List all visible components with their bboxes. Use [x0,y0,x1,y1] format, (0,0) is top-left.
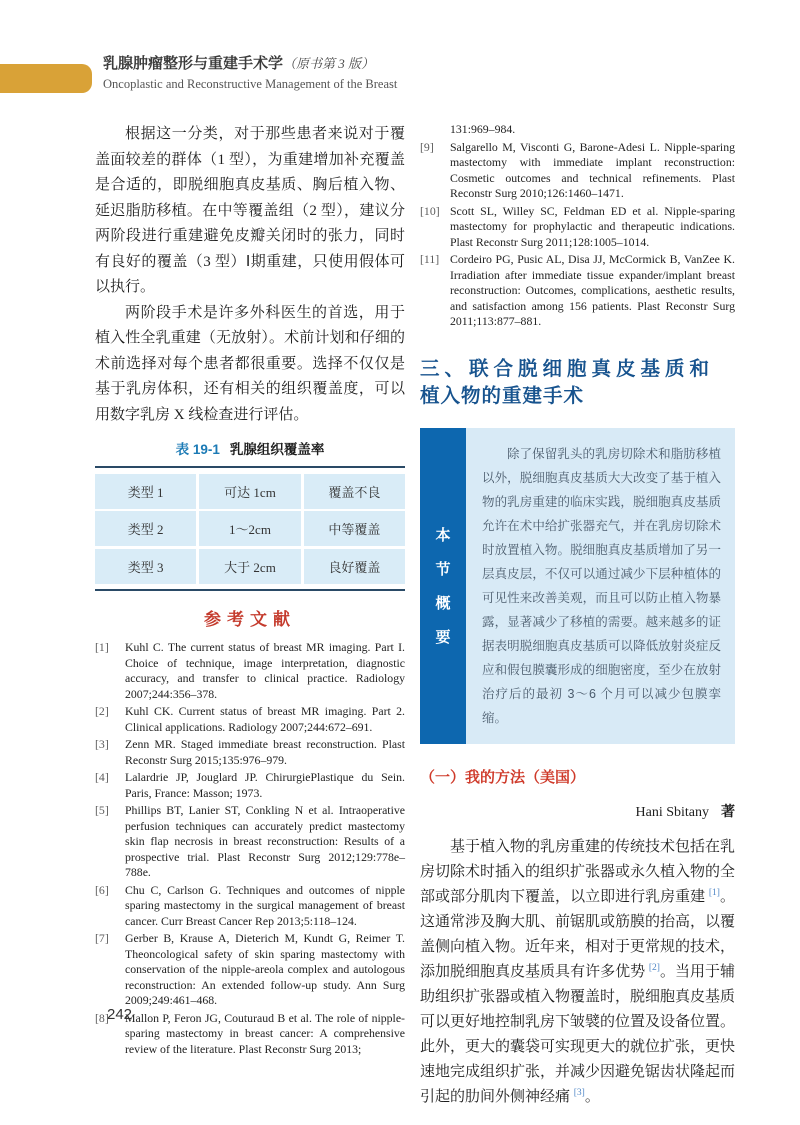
section-heading [420,356,735,410]
reference-number: [4] [95,770,109,784]
reference-number: [11] [420,252,440,266]
method-paragraph: 基于植入物的乳房重建的传统技术包括在乳房切除术时插入的组织扩张器或永久植入物的全部或部分肌肉下覆盖，以立即进行乳房重建 [1]。这通常涉及胸大肌、前锯肌或筋膜的抬高，以覆盖侧向植入物。近年来，相对于更常规的技术，添加脱细胞真皮基质具有许多优势 [2]。当用于辅助组织扩张器或植入物覆盖时，脱细胞真皮基质可以更好地控制乳房下皱襞的位置及设备位置。此外，更大的囊袋可实现更大的就位扩张，更快速地完成组织扩张，并减少因避免锯齿状隆起而引起的肋间外侧神经痛 [3]。 [420,838,736,1105]
reference-number: [7] [95,931,109,945]
coverage-table [95,466,405,591]
reference-list-right [420,140,735,330]
reference-item [95,931,405,1009]
table-row [95,549,405,584]
reference-text: Kuhl CK. Current status of breast MR imaging. Part 2. Clinical applications. Radiology 2007;244:672–691. [125,704,405,734]
table-row [95,511,405,546]
reference-number: [10] [420,203,440,218]
reference-text: Scott SL, Willey SC, Feldman ED et al. Nipple-sparing mastectomy for prophylactic and therapeutic indications. Plast Reconstr Surg 2011;128:1005–1014. [450,203,735,249]
section-heading-line1: 三、联合脱细胞真皮基质和 [420,357,715,380]
table-cell: 覆盖不良 [304,474,405,509]
right-column [420,122,735,1125]
reference-text: Chu C, Carlson G. Techniques and outcomes of nipple sparing mastectomy in the surgical management of breast cancer. Curr Breast Cancer Rep 2013;5:118–124. [125,882,405,928]
reference-item [95,737,405,768]
reference-number: [9] [420,139,434,154]
reference-item [420,140,735,202]
reference-item [95,704,405,735]
left-column [95,122,405,1125]
citation-superscript: [2] [648,962,660,973]
author-line [420,801,735,821]
body-paragraph-1: 根据这一分类，对于那些患者来说对于覆盖面较差的群体（1 型），为重建增加补充覆盖是合适的，即脱细胞真皮基质、胸后植入物、延迟脂肪移植。在中等覆盖组（2 型），建议分两阶段进行重建避免皮瓣关闭时的张力，同时有良好的覆盖（3 型）Ⅰ期重建，只使用假体可以执行。 [95,126,405,295]
summary-sidebar-char: 节 [435,561,451,578]
table-cell: 类型 3 [95,549,196,584]
book-title-zh: 乳腺肿瘤整形与重建手术学 [103,55,284,72]
reference-number: [3] [95,737,109,751]
table-cell: 可达 1cm [199,474,300,509]
table-cell: 类型 2 [95,511,196,546]
reference-item [420,204,735,251]
author-suffix: 著 [721,802,735,819]
reference-text: Lalardrie JP, Jouglard JP. ChirurgiePlastique du Sein. Paris, France: Masson; 1973. [125,770,405,800]
page-number: 242 [107,1006,133,1023]
book-title-edition: （原书第 3 版） [283,56,375,71]
table-cell: 类型 1 [95,474,196,509]
book-title [103,54,735,74]
two-column-layout [0,122,800,1125]
table-cell: 大于 2cm [199,549,300,584]
reference-text: Cordeiro PG, Pusic AL, Disa JJ, McCormick B, VanZee K. Irradiation after immediate tissue expander/implant breast reconstruction: Outcomes, complications, aesthetic results, and satisfaction among 156 patients. Plast Reconstr Surg 2011;113:877–881. [450,252,735,328]
reference-number: [6] [95,882,109,897]
reference-item [420,252,735,330]
reference-list-left [95,640,405,1057]
summary-sidebar-char: 要 [435,629,451,646]
section-heading-line2: 植入物的重建手术 [420,384,585,407]
summary-sidebar [420,428,466,744]
table-title-text: 乳腺组织覆盖率 [229,442,325,457]
table-cell: 良好覆盖 [304,549,405,584]
citation-superscript: [1] [708,887,720,898]
table-row [95,474,405,509]
reference-item [95,1011,405,1058]
reference-8-continuation: 131:969–984. [450,122,516,136]
references-heading: 参考文献 [204,610,296,629]
table-label: 表 19-1 [175,442,220,457]
summary-text: 除了保留乳头的乳房切除术和脂肪移植以外，脱细胞真皮基质大大改变了基于植入物的乳房重建的临床实践，脱细胞真皮基质允许在术中给扩张器充气，并在乳房切除术时放置植入物。脱细胞真皮基质增加了另一层真皮层，不仅可以通过减少下层种植体的可见性来改善美观，而且可以防止植入物暴露，显著减少了移植的需要。越来越多的证据表明脱细胞真皮基质可以降低放射炎症反应和假包膜囊形成的细胞密度，至少在放射治疗后的最初 3～6 个月可以减少包膜挛缩。 [482,446,721,725]
reference-text: Salgarello M, Visconti G, Barone-Adesi L. Nipple-sparing mastectomy with immediate implant reconstruction: Cosmetic outcomes and technical refinements. Plast Reconstr Surg 2010;126:1460–1471. [450,139,735,200]
reference-text: Zenn MR. Staged immediate breast reconstruction. Plast Reconstr Surg 2015;135:976–979. [125,737,405,767]
citation-superscript: [3] [573,1087,585,1098]
reference-item [95,883,405,930]
reference-number: [2] [95,704,109,718]
chapter-tab [0,64,92,93]
reference-item [95,803,405,881]
summary-sidebar-char: 本 [435,527,451,544]
reference-text: Kuhl C. The current status of breast MR imaging. Part I. Choice of technique, image interpretation, diagnostic accuracy, and transfer to clinical practice. Radiology 2007;244:356–378. [125,640,405,701]
body-paragraph-2: 两阶段手术是许多外科医生的首选，用于植入性全乳重建（无放射）。术前计划和仔细的术前选择对每个患者都很重要。选择不仅仅是基于乳房体积，还有相关的组织覆盖度，可以用数字乳房 X 线检查进行评估。 [95,304,405,423]
reference-number: [8] [95,1010,109,1025]
section-summary-box [420,428,735,744]
table-cell: 1～2cm [199,511,300,546]
reference-number: [1] [95,640,109,654]
table-cell: 中等覆盖 [304,511,405,546]
book-title-en: Oncoplastic and Reconstructive Management of the Breast [103,77,398,91]
page-header [0,0,800,92]
summary-sidebar-char: 概 [435,595,451,612]
author-name: Hani Sbitany [635,804,709,820]
reference-text: Phillips BT, Lanier ST, Conkling N et al. Intraoperative perfusion techniques can accurately predict mastectomy skin flap necrosis in breast reconstruction: Results of a prospective trial. Plast Reconstr Surg 2012;129:778e–788e. [125,803,405,879]
reference-text: Mallon P, Feron JG, Couturaud B et al. The role of nipple-sparing mastectomy in breast cancer: A comprehensive review of the literature. Plast Reconstr Surg 2013; [125,1010,405,1056]
reference-item [95,640,405,702]
method-sub-heading: （一）我的方法（美国） [420,768,586,786]
reference-number: [5] [95,803,109,817]
table-title [95,438,405,458]
reference-item [95,770,405,801]
reference-text: Gerber B, Krause A, Dieterich M, Kundt G, Reimer T. Theoncological safety of skin sparing mastectomy with conservation of the nipple-areola complex and autologous reconstruction: An extended follow-up study. Ann Surg 2009;249:461–468. [125,931,405,1007]
summary-body [466,428,735,744]
